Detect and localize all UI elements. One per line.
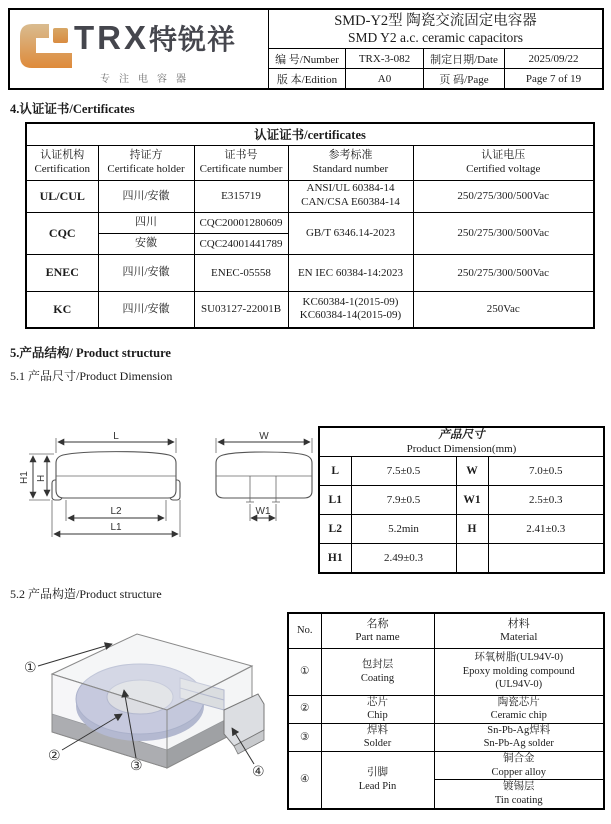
structure-row-solder: ③ 焊料 Solder Sn-Pb-Ag焊料 Sn-Pb-Ag solder (288, 723, 604, 751)
dimension-table-title-cn: 产品尺寸 (438, 429, 485, 442)
cert-row-enec: ENEC 四川/安徽 ENEC-05558 EN IEC 60384-14:2023 250/275/300/500Vac (26, 254, 594, 291)
callout-2: ② (48, 747, 61, 763)
product-structure-figure (12, 614, 274, 814)
header-meta-row-2 (269, 69, 602, 88)
callout-3: ③ (130, 757, 143, 773)
col-material: 材料 Material (434, 613, 604, 648)
dim-row-3: L2 5.2min H 2.41±0.3 (319, 515, 604, 544)
cert-row-ulcul: UL/CUL 四川/安徽 E315719 ANSI/UL 60384-14 CAN/CSA E60384-14 250/275/300/500Vac (26, 180, 594, 212)
cert-row-kc: KC 四川/安徽 SU03127-22001B KC60384-1(2015-09) KC60384-14(2015-09) 250Vac (26, 291, 594, 328)
dim-empty-value (488, 544, 604, 574)
brand-cn: 特锐祥 (149, 24, 237, 55)
dim-label-w: W (259, 431, 269, 442)
col-no: No. (288, 613, 321, 648)
structure-row-coating: ① 包封层 Coating 环氧树脂(UL94V-0) Epoxy molding compound (UL94V-0) (288, 648, 604, 695)
brand-latin: TRX (74, 19, 149, 56)
product-structure-heading: 5.产品结构/ Product structure (10, 346, 171, 360)
brand-wordmark (74, 18, 236, 58)
product-dimension-figure (18, 430, 318, 552)
callout-4: ④ (252, 763, 265, 779)
structure-heading: 5.2 产品构造/Product structure (10, 587, 162, 601)
dim-row-4: H1 2.49±0.3 (319, 544, 604, 574)
dimension-table-title-en: Product Dimension(mm) (406, 442, 517, 455)
page-label: 页 码/Page (424, 69, 505, 88)
dim-label-h1: H1 (19, 471, 30, 484)
dimension-heading: 5.1 产品尺寸/Product Dimension (10, 369, 173, 383)
dim-label-l1: L1 (110, 522, 122, 533)
header-title-block (269, 10, 602, 88)
dim-label-l: L (113, 431, 119, 442)
cert-row-cqc-1: CQC 四川 CQC20001280609 GB/T 6346.14-2023 250/275/300/500Vac (26, 212, 594, 233)
certificates-header-row (26, 145, 594, 180)
dimension-table (318, 426, 605, 574)
structure-row-leadpin-1: ④ 引脚 Lead Pin 铜合金 Copper alloy (288, 752, 604, 780)
col-standard-number: 参考标准 Standard number (288, 145, 413, 180)
number-label: 编 号/Number (269, 49, 346, 68)
col-certificate-number: 证书号 Certificate number (194, 145, 288, 180)
certificates-heading: 4.认证证书/Certificates (10, 102, 135, 116)
date-value: 2025/09/22 (528, 52, 579, 65)
col-certification: 认证机构 Certification (26, 145, 98, 180)
col-part-name: 名称 Part name (321, 613, 434, 648)
document-header (8, 8, 604, 90)
date-label: 制定日期/Date (424, 49, 505, 68)
dim-row-2: L1 7.9±0.5 W1 2.5±0.3 (319, 486, 604, 515)
edition-value: A0 (346, 69, 424, 88)
dimension-table-title-row (319, 427, 604, 457)
certificates-table-title-row (26, 123, 594, 145)
structure-table (287, 612, 605, 810)
document-title-cn: SMD-Y2型 陶瓷交流固定电容器 (334, 12, 537, 29)
page-value: Page 7 of 19 (525, 72, 582, 85)
trx-logo-icon (20, 24, 72, 68)
dim-label-w1: W1 (255, 506, 271, 517)
col-certificate-holder: 持证方 Certificate holder (98, 145, 194, 180)
callout-1: ① (24, 659, 37, 675)
dim-label-l2: L2 (110, 506, 122, 517)
brand-tagline: 专注电容器 (100, 74, 195, 85)
document-title-en: SMD Y2 a.c. ceramic capacitors (348, 29, 523, 45)
capacitor-body-side (56, 452, 176, 498)
dim-empty-key (456, 544, 488, 574)
structure-header-row (288, 613, 604, 648)
structure-row-chip: ② 芯片 Chip 陶瓷芯片 Ceramic chip (288, 695, 604, 723)
number-value: TRX-3-082 (346, 49, 424, 68)
col-certified-voltage: 认证电压 Certified voltage (413, 145, 594, 180)
certificates-table-title: 认证证书/certificates (26, 123, 594, 145)
cert-row-cqc-2: 安徽 CQC24001441789 (26, 233, 594, 254)
edition-label: 版 本/Edition (269, 69, 346, 88)
company-logo (10, 10, 269, 88)
document-title (269, 10, 602, 49)
certificates-table (25, 122, 595, 329)
header-meta-row-1 (269, 49, 602, 69)
dim-label-h: H (36, 474, 47, 482)
structure-row-leadpin-2: 镀锡层 Tin coating (288, 780, 604, 809)
capacitor-body-front (216, 452, 312, 498)
dim-row-1: L 7.5±0.5 W 7.0±0.5 (319, 457, 604, 486)
